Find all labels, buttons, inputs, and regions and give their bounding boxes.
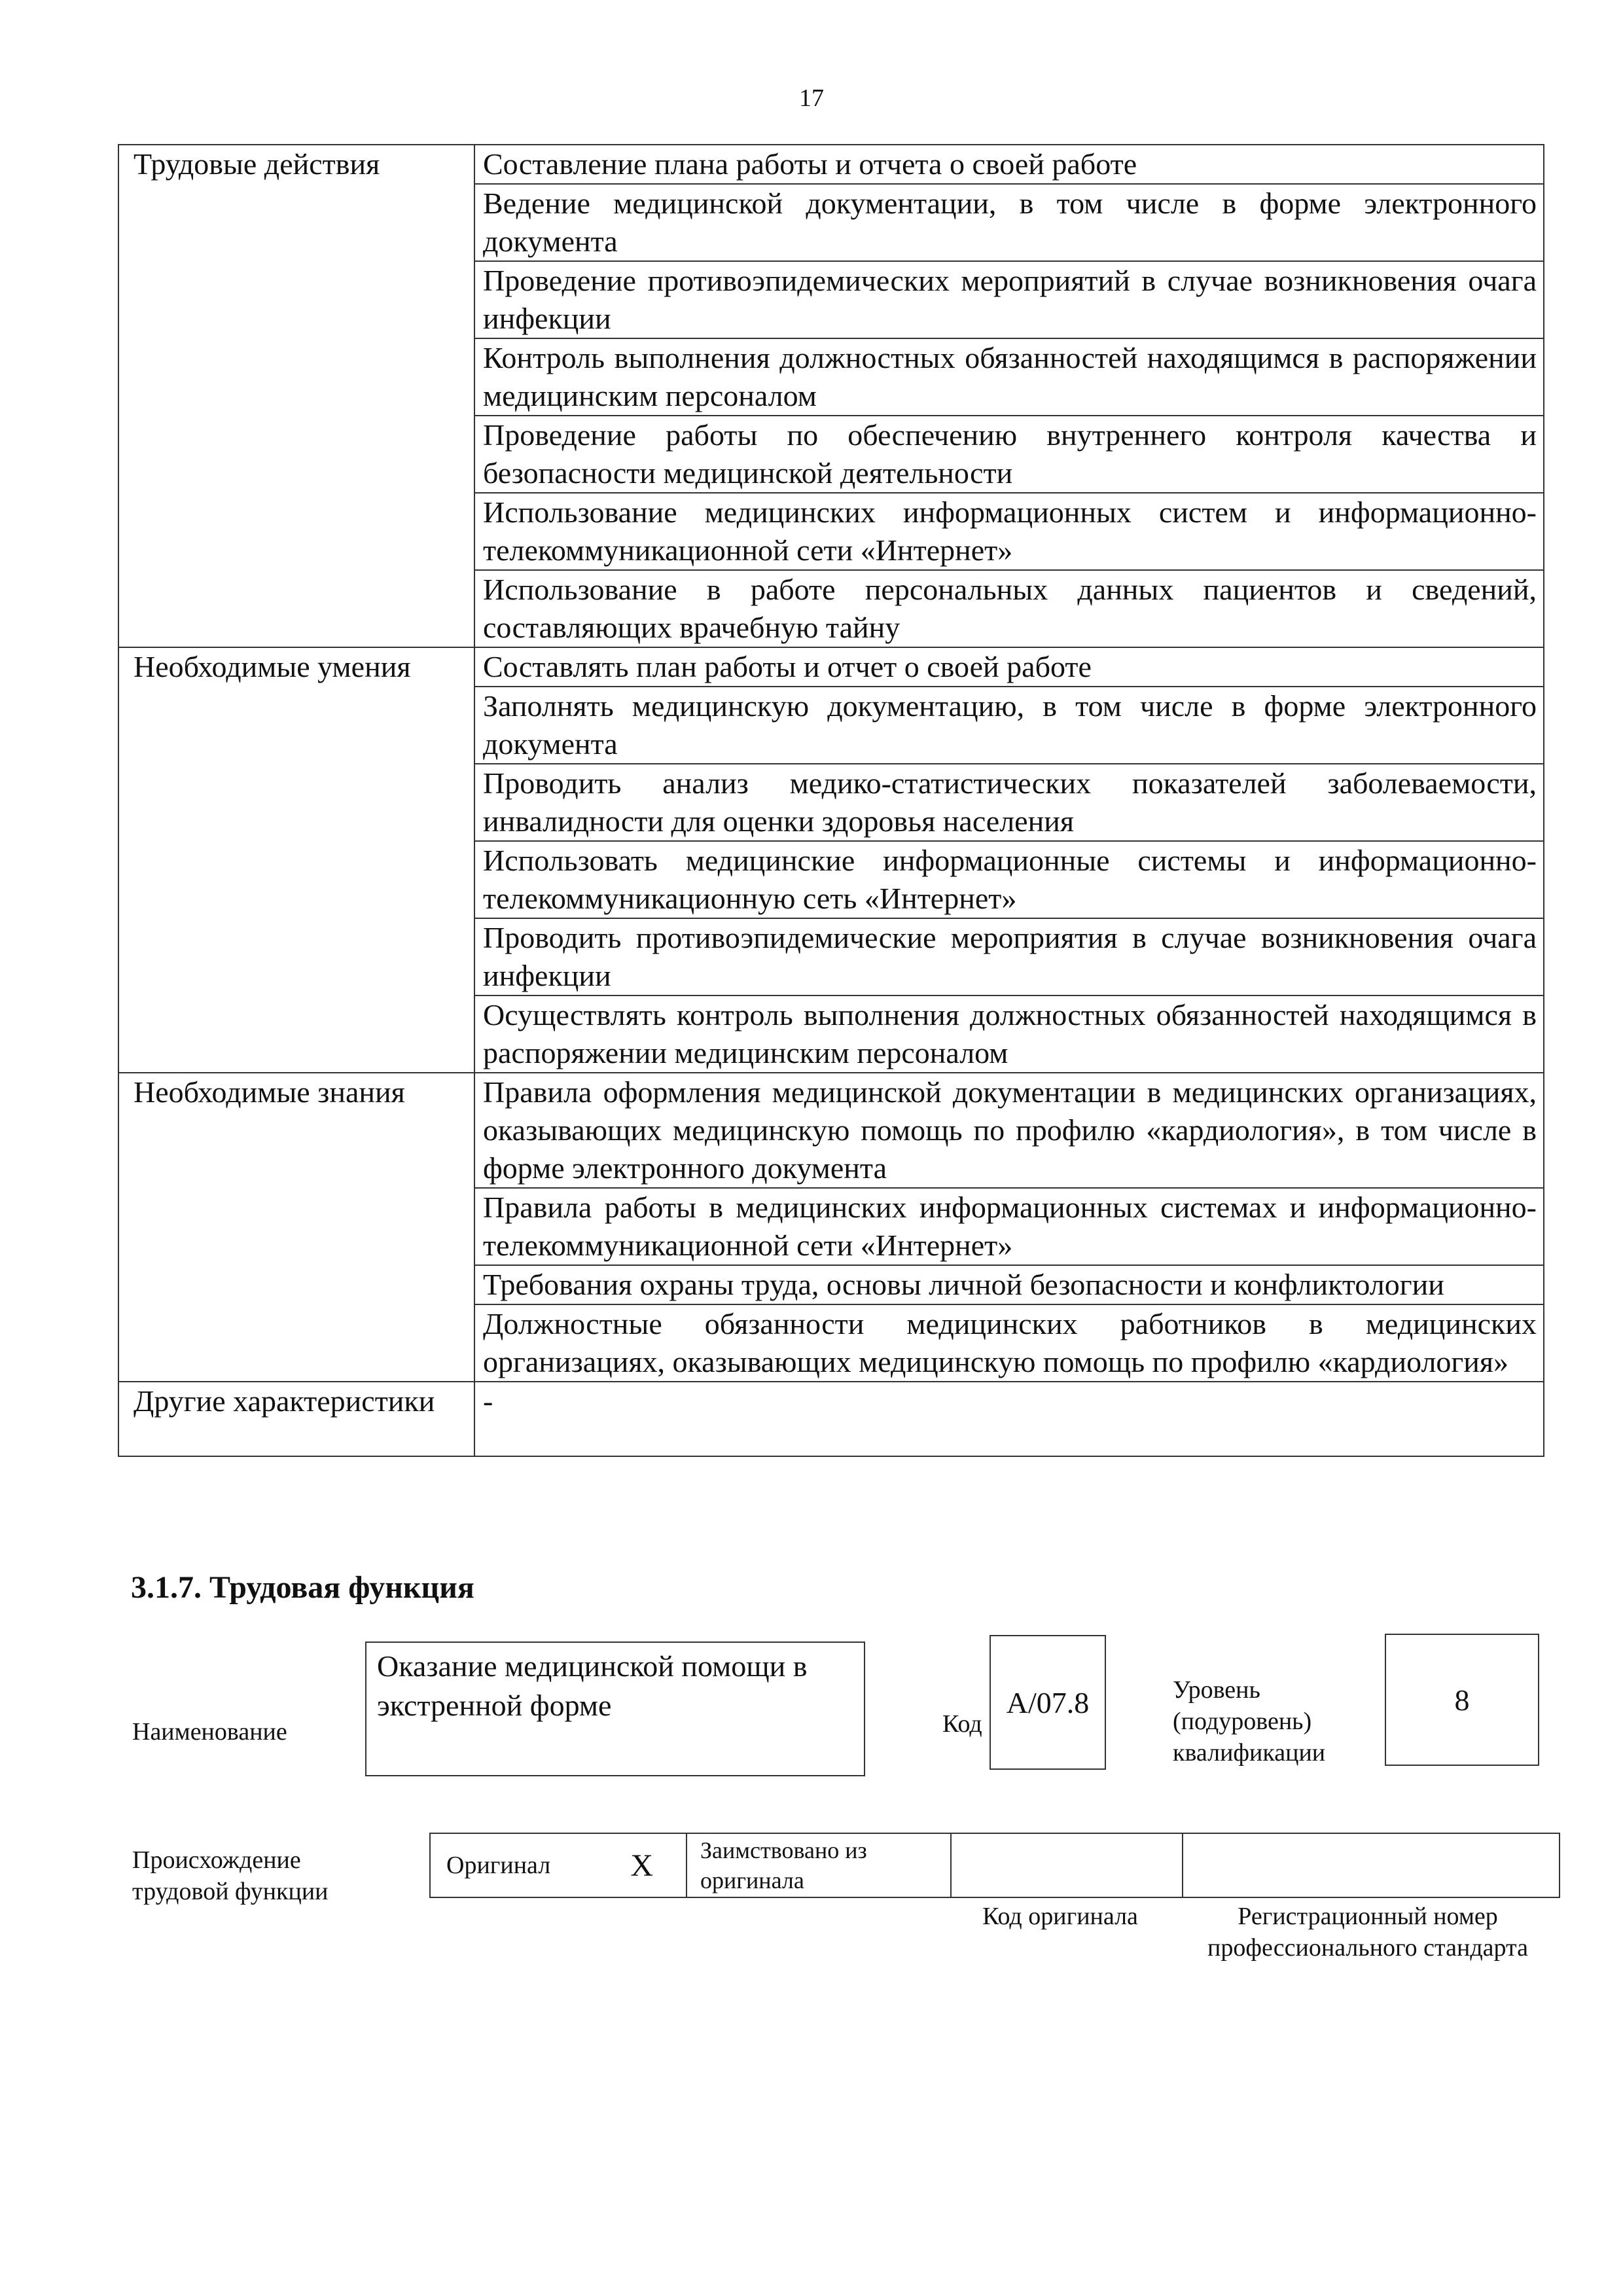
table-row bbox=[118, 1382, 1544, 1456]
action-item: Использование медицинских информационных систем и информационно-телекоммуникационной сети «Интернет» bbox=[474, 493, 1544, 570]
code-original-caption: Код оригинала bbox=[982, 1903, 1138, 1930]
origin-label: Происхождение трудовой функции bbox=[132, 1846, 329, 1905]
action-item: Проведение противоэпидемических мероприятий в случае возникновения очага инфекции bbox=[474, 261, 1544, 338]
skill-item: Осуществлять контроль выполнения должностных обязанностей находящимся в распоряжении медицинским персоналом bbox=[474, 996, 1544, 1073]
skill-item: Проводить анализ медико-статистических показателей заболеваемости, инвалидности для оценки здоровья населения bbox=[474, 764, 1544, 841]
section-title: 3.1.7. Трудовая функция bbox=[131, 1570, 474, 1605]
other-value: - bbox=[474, 1382, 1544, 1456]
original-mark: X bbox=[630, 1848, 653, 1883]
code-box: А/07.8 bbox=[990, 1635, 1106, 1770]
borrowed-label: Заимствовано из оригинала bbox=[687, 1833, 951, 1897]
origin-table bbox=[429, 1833, 1560, 1898]
knowledge-item: Требования охраны труда, основы личной безопасности и конфликтологии bbox=[474, 1265, 1544, 1304]
action-item: Составление плана работы и отчета о своей работе bbox=[474, 145, 1544, 184]
action-item: Ведение медицинской документации, в том числе в форме электронного документа bbox=[474, 184, 1544, 261]
skill-item: Использовать медицинские информационные системы и информационно-телекоммуникационную сеть «Интернет» bbox=[474, 841, 1544, 918]
level-box: 8 bbox=[1385, 1634, 1539, 1766]
action-item: Использование в работе персональных данных пациентов и сведений, составляющих врачебную тайну bbox=[474, 570, 1544, 647]
code-label: Код bbox=[942, 1710, 982, 1738]
page-number: 17 bbox=[799, 84, 824, 112]
reg-number-cell bbox=[1183, 1833, 1560, 1897]
original-cell bbox=[430, 1833, 687, 1897]
table-row bbox=[430, 1833, 1560, 1897]
action-item: Проведение работы по обеспечению внутреннего контроля качества и безопасности медицинской деятельности bbox=[474, 416, 1544, 493]
knowledge-item: Правила оформления медицинской документации в медицинских организациях, оказывающих медицинскую помощь по профилю «кардиология», в том числе в форме электронного документа bbox=[474, 1073, 1544, 1188]
knowledge-item: Правила работы в медицинских информационных системах и информационно-телекоммуникационной сети «Интернет» bbox=[474, 1188, 1544, 1265]
original-label: Оригинал bbox=[446, 1852, 551, 1879]
table-row bbox=[118, 1073, 1544, 1188]
labor-function-table bbox=[118, 144, 1544, 1457]
row-label-knowledge: Необходимые знания bbox=[118, 1073, 474, 1382]
function-name-box: Оказание медицинской помощи в экстренной форме bbox=[365, 1641, 865, 1776]
knowledge-item: Должностные обязанности медицинских работников в медицинских организациях, оказывающих медицинскую помощь по профилю «кардиология» bbox=[474, 1304, 1544, 1382]
table-row bbox=[118, 647, 1544, 687]
skill-item: Проводить противоэпидемические мероприятия в случае возникновения очага инфекции bbox=[474, 918, 1544, 996]
row-label-other: Другие характеристики bbox=[118, 1382, 474, 1456]
name-label: Наименование bbox=[132, 1718, 287, 1746]
skill-item: Составлять план работы и отчет о своей работе bbox=[474, 647, 1544, 687]
skill-item: Заполнять медицинскую документацию, в том числе в форме электронного документа bbox=[474, 687, 1544, 764]
row-label-skills: Необходимые умения bbox=[118, 647, 474, 1073]
table-row bbox=[118, 145, 1544, 184]
row-label-actions: Трудовые действия bbox=[118, 145, 474, 647]
reg-number-caption: Регистрационный номер профессионального стандарта bbox=[1207, 1903, 1528, 1962]
action-item: Контроль выполнения должностных обязанностей находящимся в распоряжении медицинским персоналом bbox=[474, 338, 1544, 416]
level-label: Уровень (подуровень) квалификации bbox=[1173, 1676, 1326, 1767]
code-original-cell bbox=[951, 1833, 1183, 1897]
